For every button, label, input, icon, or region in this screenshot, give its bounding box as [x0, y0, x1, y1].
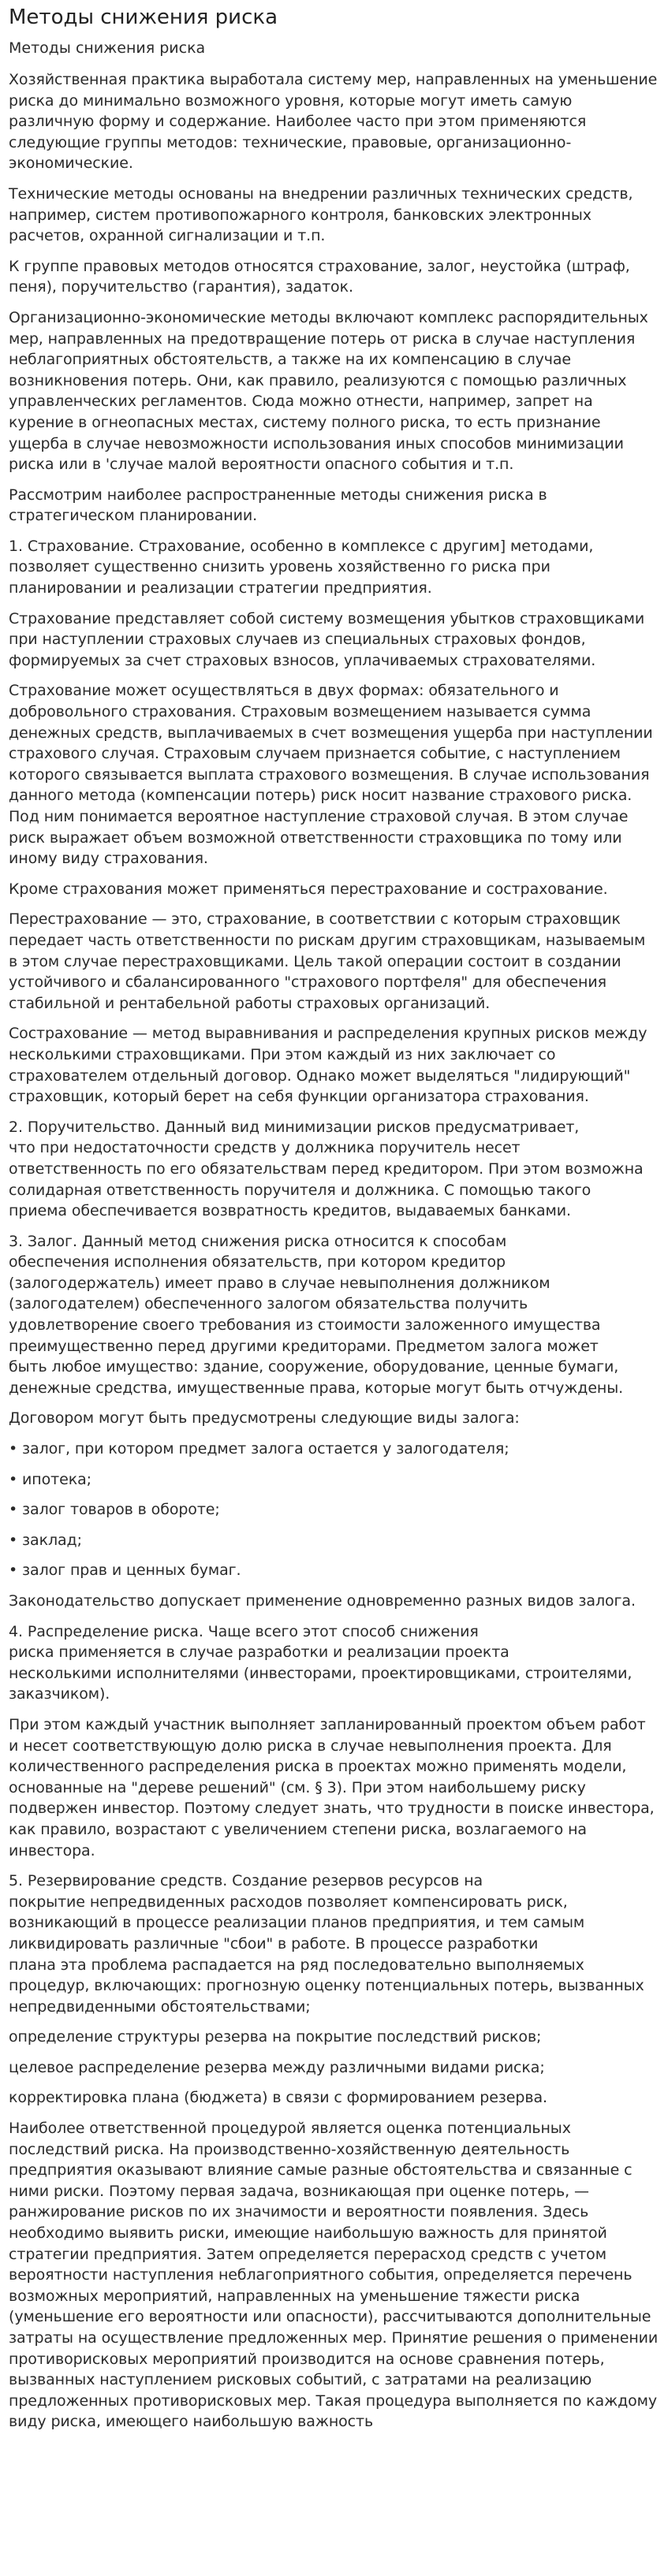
- article-body: [9, 69, 659, 2433]
- list-item: • ипотека;: [9, 1470, 91, 1488]
- paragraph-insurance-definition: Страхование представляет собой систему возмещения убытков страховщиками при наступлении страховых случаев из специальных страховых фондов, формируемых за счет страховых взносов, уплачиваемых страхователями.: [9, 609, 645, 669]
- paragraph-reserve-structure: определение структуры резерва на покрытие последствий рисков;: [9, 2028, 542, 2046]
- paragraph-pledge: 3. Залог. Данный метод снижения риска относится к способам обеспечения исполнения обязательств, при котором кредитор (залогодержатель) имеет право в случае невыполнения должником (залогодателем) обеспеченного залогом обязательства получить удовлетворение своего требования из стоимости заложенного имущества преимущественно перед другими кредиторами. Предметом залога может быть любое имущество: здание, сооружение, оборудование, ценные бумаги, денежные средства, имущественные права, которые могут быть отчуждены.: [9, 1232, 624, 1397]
- paragraph-org-economic-methods: Организационно-экономические методы включают комплекс распорядительных мер, направленных на предотвращение потерь от риска в случае наступления неблагоприятных обстоятельств, а также на их компенсацию в случае возникновения потерь. Они, как правило, реализуются с помощью различных управленческих регламентов. Сюда можно отнести, например, запрет на курение в огнеопасных местах, систему полного риска, то есть признание ущерба в случае невозможности использования иных способов минимизации риска или в 'случае малой вероятности опасного события и т.п.: [9, 308, 648, 474]
- paragraph-guarantee: 2. Поручительство. Данный вид минимизации рисков предусматривает, что при недостаточности средств у должника поручитель несет ответственность по его обязательствам перед кредитором. При этом возможна солидарная ответственность поручителя и должника. С помощью такого приема обеспечивается возвратность кредитов, выдаваемых банками.: [9, 1118, 644, 1220]
- paragraph-reserve-allocation: целевое распределение резерва между различными видами риска;: [9, 2058, 545, 2076]
- list-item: • залог товаров в обороте;: [9, 1501, 220, 1519]
- paragraph-risk-assessment: Наиболее ответственной процедурой является оценка потенциальных последствий риска. На производственно-хозяйственную деятельность предприятия оказывают влияние самые разные обстоятельства и связанные с ними риски. Поэтому первая задача, возникающая при оценке потерь, — ранжирование рисков по их значимости и вероятности появления. Здесь необходимо выявить риски, имеющие наибольшую важность для принятой стратегии предприятия. Затем определяется перерасход средств с учетом вероятности наступления неблагоприятного события, определяется перечень возможных мероприятий, направленных на уменьшение тяжести риска (уменьшение его вероятности или опасности), рассчитываются дополнительные затраты на осуществление предложенных мер. Принятие решения о применении противорисковых мероприятий производится на основе сравнения потерь, вызванных наступлением рисковых событий, с затратами на реализацию предложенных противорисковых мер. Такая процедура выполняется по каждому виду риска, имеющего наибольшую важность: [9, 2120, 659, 2431]
- paragraph-risk-distribution: 4. Распределение риска. Чаще всего этот способ снижения риска применяется в случае разработки и реализации проекта несколькими исполнителями (инвесторами, проектировщиками, строителями, заказчиком).: [9, 1622, 633, 1703]
- paragraph-technical-methods: Технические методы основаны на внедрении различных технических средств, например, систем противопожарного контроля, банковских электронных расчетов, охранной сигнализации и т.п.: [9, 184, 633, 245]
- paragraph-reserves: 5. Резервирование средств. Создание резервов ресурсов на покрытие непредвиденных расходов позволяет компенсировать риск, возникающий в процессе реализации планов предприятия, и тем самым ликвидировать различные "сбои" в работе. В процессе разработки плана эта проблема распадается на ряд последовательно выполняемых процедур, включающих: прогнозную оценку потенциальных потерь, вызванных непредвиденными обстоятельствами;: [9, 1872, 644, 2016]
- list-item: • заклад;: [9, 1531, 82, 1549]
- paragraph-reinsurance-intro: Кроме страхования может применяться перестрахование и сострахование.: [9, 880, 608, 898]
- paragraph-reinsurance: Перестрахование — это, страхование, в соответствии с которым страховщик передает часть ответственности по рискам другим страховщикам, называемым в этом случае перестраховщиками. Цель такой операции состоит в создании устойчивого и сбалансированного "страхового портфеля" для обеспечения стабильной и рентабельной работы страховых организаций.: [9, 910, 646, 1012]
- paragraph-insurance-forms: Страхование может осуществляться в двух формах: обязательного и добровольного страхования. Страховым возмещением называется сумма денежных средств, выплачиваемых в счет возмещения ущерба при наступлении страхового случая. Страховым случаем признается событие, с наступлением которого связывается выплата страхового возмещения. В случае использования данного метода (компенсации потерь) риск носит название страхового риска. Под ним понимается вероятное наступление страховой случая. В этом случае риск выражает объем возможной ответственности страховщика по тому или иному виду страхования.: [9, 682, 653, 868]
- paragraph-participants: При этом каждый участник выполняет запланированный проектом объем работ и несет соответствующую долю риска в случае невыполнения проекта. Для количественного распределения риска в проектах можно применять модели, основанные на "дереве решений" (см. § 3). При этом наибольшему риску подвержен инвестор. Поэтому следует знать, что трудности в поиске инвестора, как правило, возрастают с увеличением степени риска, возлагаемого на инвестора.: [9, 1715, 655, 1859]
- paragraph-legal-methods: К группе правовых методов относятся страхование, залог, неустойка (штраф, пеня), поручительство (гарантия), задаток.: [9, 257, 630, 296]
- page-title: Методы снижения риска: [9, 6, 278, 29]
- paragraph-consider-methods: Рассмотрим наиболее распространенные методы снижения риска в стратегическом планировании.: [9, 486, 547, 525]
- paragraph-plan-correction: корректировка плана (бюджета) в связи с формированием резерва.: [9, 2089, 547, 2107]
- paragraph-insurance-heading: 1. Страхование. Страхование, особенно в комплексе с другим] методами, позволяет существенно снизить уровень хозяйственно го риска при планировании и реализации стратегии предприятия.: [9, 537, 594, 597]
- page-subtitle: Методы снижения риска: [9, 39, 206, 57]
- list-item: • залог, при котором предмет залога остается у залогодателя;: [9, 1440, 509, 1458]
- paragraph-intro: Хозяйственная практика выработала систему мер, направленных на уменьшение риска до минимально возможного уровня, которые могут иметь самую различную форму и содержание. Наиболее часто при этом применяются следующие группы методов: технические, правовые, организационно-экономические.: [9, 71, 658, 173]
- paragraph-pledge-types-intro: Договором могут быть предусмотрены следующие виды залога:: [9, 1409, 520, 1428]
- paragraph-coinsurance: Сострахование — метод выравнивания и распределения крупных рисков между несколькими страховщиками. При этом каждый из них заключает со страхователем отдельный договор. Однако может выделяться "лидирующий" страховщик, который берет на себя функции организатора страхования.: [9, 1025, 647, 1106]
- list-item: • залог прав и ценных бумаг.: [9, 1562, 241, 1580]
- paragraph-legislation: Законодательство допускает применение одновременно разных видов залога.: [9, 1592, 636, 1610]
